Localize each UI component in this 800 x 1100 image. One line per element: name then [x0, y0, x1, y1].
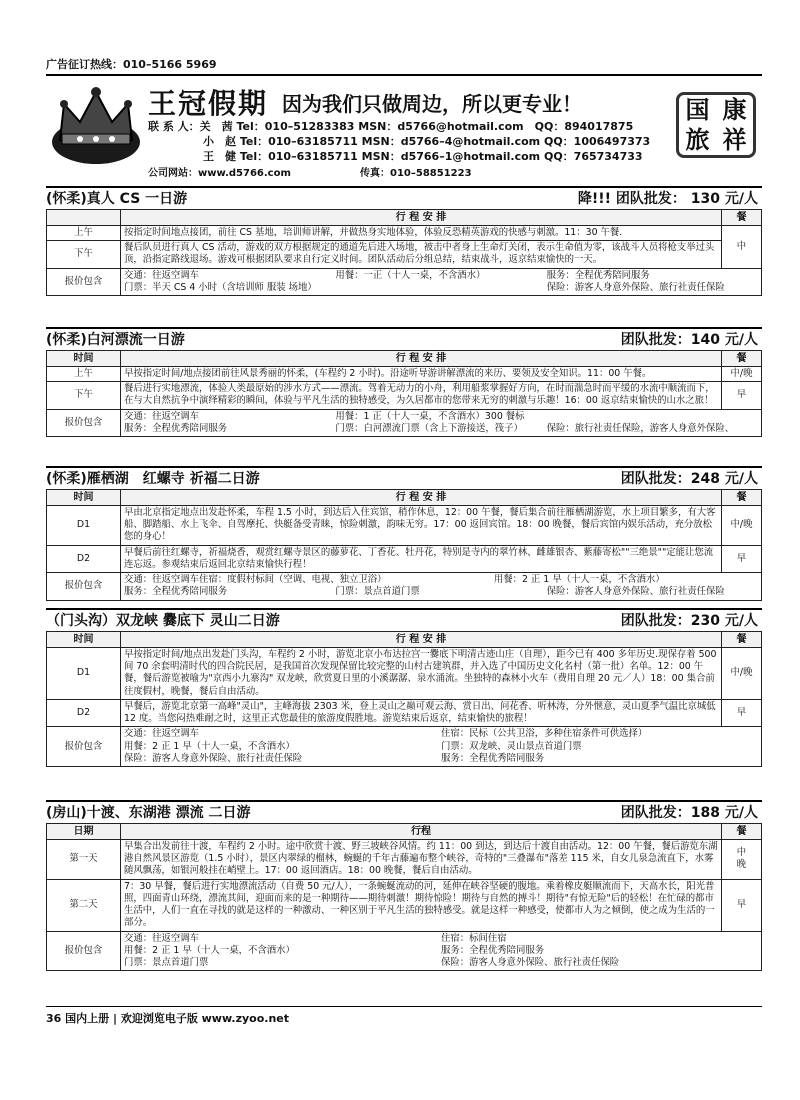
company-website: 公司网站：www.d5766.com	[148, 168, 291, 179]
tour-price: 团队批发：230 元/人	[620, 613, 758, 629]
note: 住宿：民标（公共卫浴，多种住宿条件可供选择）	[441, 728, 648, 740]
crown-logo-icon	[50, 82, 142, 168]
time-label: 上午	[47, 226, 121, 241]
notes-label: 报价包含	[47, 727, 121, 767]
note: 交通：往返空调车	[124, 932, 200, 944]
tour-price: 团队批发：140 元/人	[620, 332, 758, 348]
notes-cell	[121, 409, 762, 436]
itinerary-text: 7：30 早餐，餐后进行实地漂流活动（自费 50 元/人），一条蜿蜒流动的河，延伸在峡谷坚硬的腹地。乘着橡皮艇顺流而下，天高水长，阳光普照，四面青山环绕，漂流其间，迎面而来的是一种期待——期待刺激！期待惊险！期待与自然的搏斗！期待"有惊无险"后的轻松！在忙碌的都市生活中，人们一直在寻找的就是这样的一种激动、一种区别于平凡生活的独特感受。就是这样一种感受，使都市人为之倾倒，使之成为生活的一部分。	[121, 879, 722, 931]
itinerary-table	[46, 350, 762, 437]
footer-divider	[46, 1006, 762, 1007]
table-header: 餐	[722, 824, 762, 840]
tour-title: (怀柔)雁栖湖 红螺寺 祈福二日游	[46, 471, 260, 487]
note: 门票：景点首道门票	[124, 956, 209, 968]
seal-char: 康	[722, 95, 747, 124]
brand-name: 王冠假期	[148, 87, 269, 120]
table-header: 行 程 安 排	[121, 490, 722, 506]
note: 服务：全程优秀陪同服务	[441, 944, 545, 956]
guokang-seal-logo	[676, 92, 756, 158]
note: 门票：景点首道门票	[335, 586, 420, 598]
itinerary-text: 早餐后前往红螺寺，祈福烧香，观赏红螺寺景区的藤萝花、丁香花、牡丹花，特别是寺内的翠竹林、雌雄银杏、紫藤寄松""三绝景""定能让您流连忘返。参观结束后返回北京结束愉快行程！	[121, 545, 722, 572]
note: 门票：双龙峡、灵山景点首道门票	[441, 740, 582, 752]
note: 交通：往返空调车	[124, 728, 200, 740]
itinerary-table	[46, 823, 762, 971]
table-header: 时间	[47, 351, 121, 367]
table-header: 餐	[722, 210, 762, 226]
table-header: 餐	[722, 490, 762, 506]
table-header: 餐	[722, 632, 762, 648]
note: 交通：往返空调车	[124, 269, 200, 281]
note: 服务：全程优秀陪同服务	[124, 586, 228, 598]
notes-label: 报价包含	[47, 931, 121, 971]
time-label: 上午	[47, 367, 121, 382]
meal-cell: 早	[722, 545, 762, 572]
note: 用餐：2 正 1 早（十人一桌，不含酒水）	[493, 574, 665, 586]
contact-line: 王 健 Tel：010–63185711 MSN：d5766–1@hotmail.com QQ：765734733	[148, 150, 643, 163]
note: 保险：旅行社责任保险，游客人身意外保险、	[546, 422, 735, 434]
meal-cell: 早	[722, 879, 762, 931]
tour-title: (房山)十渡、东湖港 漂流 二日游	[46, 805, 251, 821]
meal-cell: 中/晚	[722, 648, 762, 700]
tour-section-header	[46, 327, 762, 349]
meal-cell: 中/晚	[722, 367, 762, 382]
table-header: 行 程 安 排	[121, 210, 722, 226]
meal-cell: 中 晚	[722, 840, 762, 880]
note: 保险：游客人身意外保险、旅行社责任保险	[546, 586, 725, 598]
tour-title: (怀柔)白河漂流一日游	[46, 332, 185, 348]
note: 服务：全程优秀陪同服务	[441, 752, 545, 764]
tour-section-header	[46, 608, 762, 630]
note: 交通：往返空调车	[124, 410, 200, 422]
notes-label: 报价包含	[47, 573, 121, 600]
note: 保险：游客人身意外保险、旅行社责任保险	[546, 281, 725, 293]
note: 用餐：2 正 1 早（十人一桌，不含酒水）	[124, 740, 295, 752]
seal-char: 祥	[722, 125, 747, 154]
note: 用餐：一正（十人一桌，不含酒水）	[335, 269, 486, 281]
tour-section-header	[46, 186, 762, 208]
note: 服务：全程优秀陪同服务	[546, 269, 650, 281]
time-label: 下午	[47, 382, 121, 409]
itinerary-text: 按指定时间地点接团，前往 CS 基地，培训师讲解，并做热身实地体验，体验反恐精英游戏的快感与刺激。11：30 午餐.	[121, 226, 722, 241]
meal-cell: 早	[722, 699, 762, 726]
time-label: D2	[47, 699, 121, 726]
note: 用餐：1 正（十人一桌，不含酒水）300 餐标	[335, 410, 525, 422]
notes-cell	[121, 727, 762, 767]
contact-line: 联 系 人：关 茜 Tel：010–51283383 MSN：d5766@hotmail.com QQ：894017875	[148, 120, 634, 133]
itinerary-table	[46, 631, 762, 767]
day-label: 第二天	[47, 879, 121, 931]
tour-title: (怀柔)真人 CS 一日游	[46, 191, 188, 207]
itinerary-text: 餐后进行实地漂流，体验人类最原始的涉水方式——漂流。驾着无动力的小舟，利用船浆掌握好方向，在时而湍急时而平缓的水流中顺流而下，在与大自然抗争中演绎精彩的瞬间，体验与平凡生活的独特感受，为久居都市的您带来无穷的刺激与乐趣！16：00 返京结束愉快的山水之旅！	[121, 382, 722, 409]
note: 交通：往返空调车住宿：度假村标间（空调、电视、独立卫浴）	[124, 574, 387, 586]
note: 用餐：2 正 1 早（十人一桌，不含酒水）	[124, 944, 295, 956]
meal-cell: 早	[722, 382, 762, 409]
tour-section-header	[46, 800, 762, 822]
note: 保险：游客人身意外保险、旅行社责任保险	[124, 752, 303, 764]
notes-cell	[121, 931, 762, 971]
ad-hotline: 广告征订热线：010–5166 5969	[46, 58, 217, 71]
itinerary-table	[46, 489, 762, 601]
contact-line: 小 赵 Tel：010–63185711 MSN：d5766–4@hotmail.com QQ：1006497373	[148, 135, 651, 148]
notes-cell	[121, 573, 762, 600]
notes-label: 报价包含	[47, 409, 121, 436]
day-label: 第一天	[47, 840, 121, 880]
time-label: 下午	[47, 241, 121, 268]
meal-cell: 中/晚	[722, 506, 762, 546]
itinerary-text: 餐后队员进行真人 CS 活动，游戏的双方根据规定的通道先后进入场地，被击中者身上生命灯关闭，表示生命值为零，该战斗人员将枪支举过头顶，沿指定路线退场。游戏可根据团队要求自行定义时间。团队活动后分组总结，结束战斗，返京结束愉快的一天。	[121, 241, 722, 268]
note: 门票：白河漂流门票（含上下游接送，筏子）	[335, 422, 523, 434]
tour-price: 降!!! 团队批发： 130 元/人	[577, 191, 758, 207]
note: 门票：半天 CS 4 小时（含培训师 服装 场地）	[124, 281, 317, 293]
note: 保险：游客人身意外保险、旅行社责任保险	[441, 956, 620, 968]
itinerary-text: 早集合出发前往十渡，车程约 2 小时。途中欣赏十渡、野三坡峡谷风情。约 11：00 到达，到达后十渡自由活动。12：00 午餐，餐后游览东湖港自然风景区游览（1.5 小时），景区内翠绿的榴林，蜿蜒的千年古藤遍布整个峡谷，奇特的"三叠瀑布"落差 115 米，自女儿泉急流直下，水雾随风飘荡，如银河般挂在峭壁上。17：00 返回酒店。18：00 晚餐，餐后自由活动。	[121, 840, 722, 880]
time-label: D1	[47, 648, 121, 700]
note: 住宿：标间住宿	[441, 932, 507, 944]
table-header: 餐	[722, 351, 762, 367]
table-header	[47, 210, 121, 226]
itinerary-text: 早按指定时间/地点接团前往风景秀丽的怀柔，(车程约 2 小时)。沿途听导游讲解漂流的来历、要领及安全知识。11：00 午餐。	[121, 367, 722, 382]
company-fax: 传真：010–58851223	[360, 168, 472, 179]
table-header: 行程	[121, 824, 722, 840]
seal-char: 国	[685, 95, 710, 124]
table-header: 时间	[47, 490, 121, 506]
itinerary-text: 早餐后，游览北京第一高峰"灵山"，主峰海拔 2303 米，登上灵山之巅可观云海、赏日出、问花香、听林涛，分外惬意，灵山夏季气温比京城低 12 度。当您闷热难耐之时，这里正式您最佳的旅游度假胜地。游览结束后返京，结束愉快的旅程！	[121, 699, 722, 726]
tour-section-header	[46, 466, 762, 488]
meal-cell: 中	[722, 226, 762, 269]
time-label: D1	[47, 506, 121, 546]
time-label: D2	[47, 545, 121, 572]
itinerary-text: 早由北京指定地点出发赴怀柔，车程 1.5 小时，到达后入住宾馆，稍作休息，12：00 午餐，餐后集合前往雁栖湖游览，水上项目繁多，有大客船、脚踏船、水上飞伞、自驾摩托、快艇备受青睐，惊险刺激，韵味无穷。17：00 返回宾馆。18：00 晚餐，餐后宾馆内娱乐活动，充分放松您的身心！	[121, 506, 722, 546]
itinerary-text: 早按指定时间/地点出发赴门头沟，车程约 2 小时，游览北京小布达拉宫一爨底下明清古迹山庄（自理），距今已有 400 多年历史.现保存着 500 间 70 余套明清时代的四合院民居，是我国首次发现保留比较完整的山村古建筑群，并入选了中国历史文化名村（第一批）名单。12：00 午餐，餐后游览被喻为"京西小九寨沟" 双龙峡，欣赏夏日里的小溪潺潺、泉水涌流。坐独特的森林小火车（费用自理 20 元／人）18：00 集合前往度假村，晚餐，餐后自由活动。	[121, 648, 722, 700]
itinerary-table	[46, 209, 762, 296]
note: 服务：全程优秀陪同服务	[124, 422, 228, 434]
tour-title: （门头沟）双龙峡 爨底下 灵山二日游	[46, 613, 280, 629]
top-divider	[46, 74, 762, 76]
tour-price: 团队批发：248 元/人	[620, 471, 758, 487]
notes-label: 报价包含	[47, 268, 121, 295]
table-header: 时间	[47, 632, 121, 648]
table-header: 行 程 安 排	[121, 351, 722, 367]
page-footer: 36 国内上册 | 欢迎浏览电子版 www.zyoo.net	[46, 1012, 290, 1025]
seal-char: 旅	[685, 125, 710, 154]
brand-slogan: 因为我们只做周边，所以更专业！	[282, 92, 582, 116]
table-header: 日期	[47, 824, 121, 840]
table-header: 行 程 安 排	[121, 632, 722, 648]
notes-cell	[121, 268, 762, 295]
tour-price: 团队批发：188 元/人	[620, 805, 758, 821]
